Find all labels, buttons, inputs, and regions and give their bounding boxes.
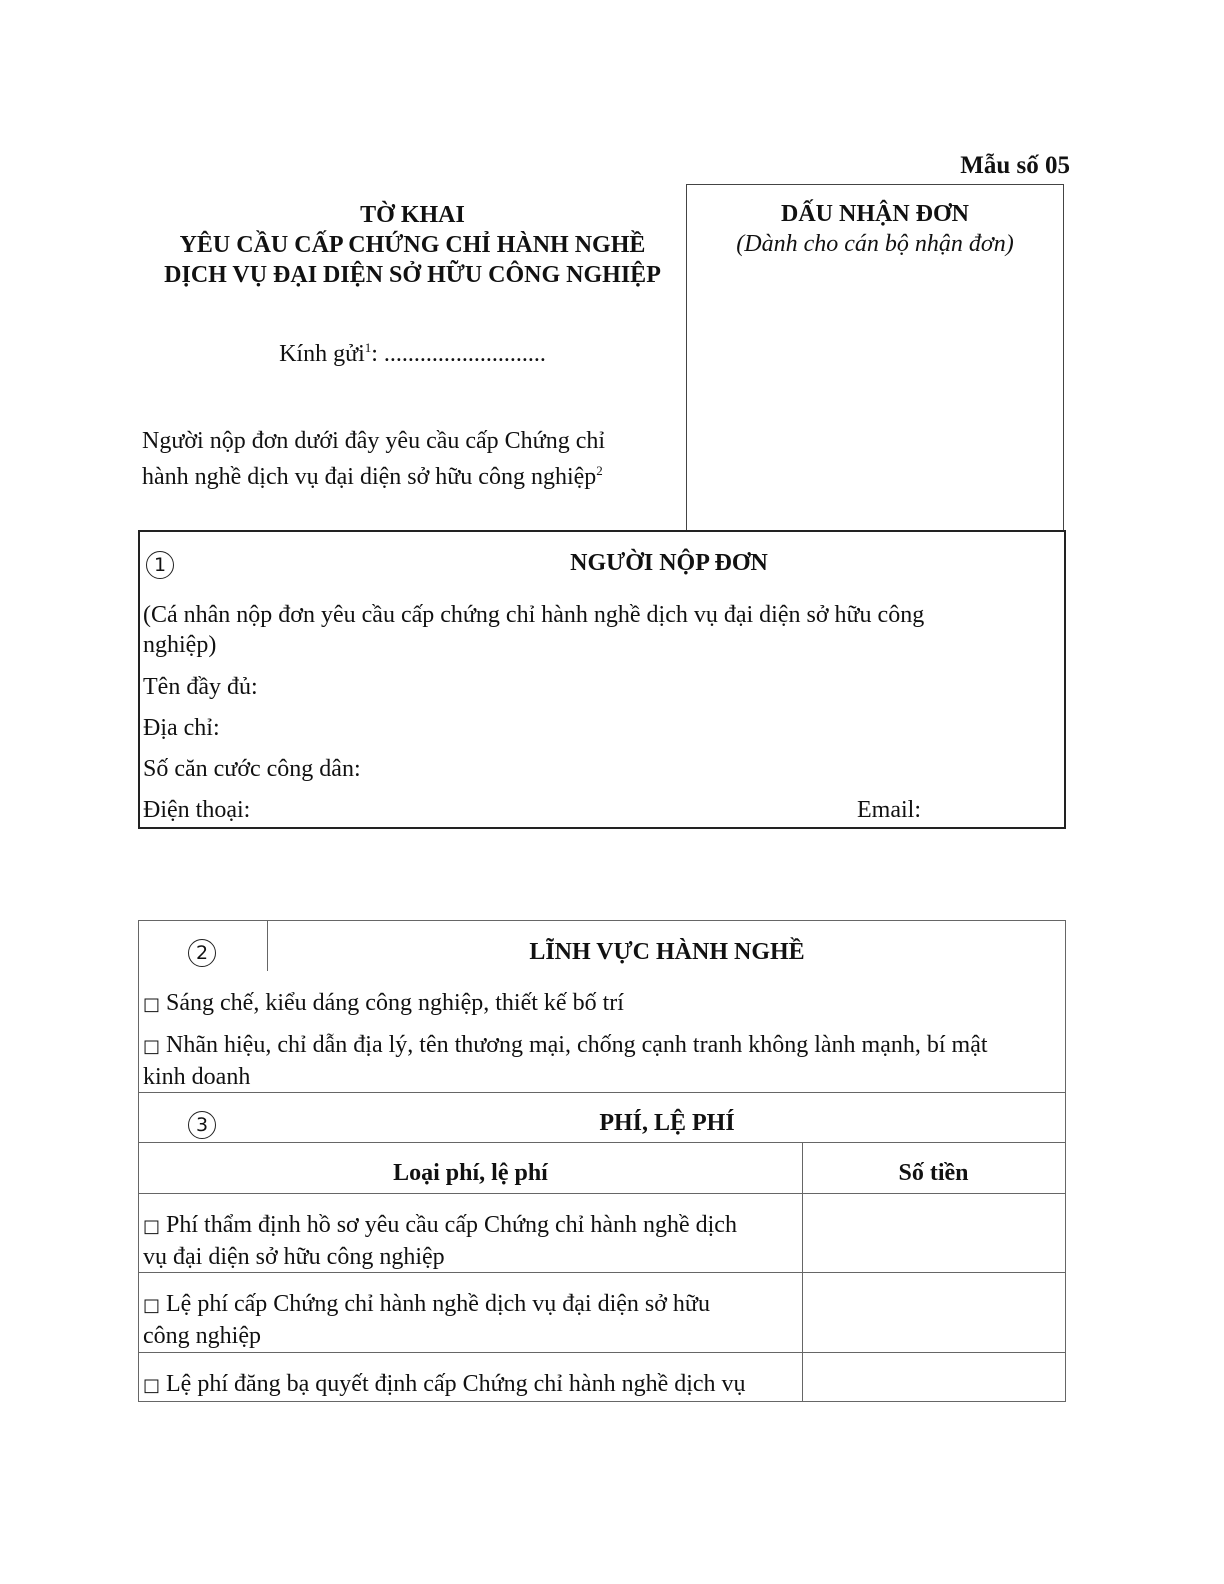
section-1-note: (Cá nhân nộp đơn yêu cầu cấp chứng chỉ hành nghề dịch vụ đại diện sở hữu công nghiệp) <box>143 602 925 658</box>
title-line-3: DỊCH VỤ ĐẠI DIỆN SỞ HỮU CÔNG NGHIỆP <box>164 262 661 288</box>
title-line-1: TỜ KHAI <box>360 202 465 228</box>
section-2-number-badge: 2 <box>188 939 216 967</box>
divider <box>139 1193 1065 1194</box>
stamp-subtitle: (Dành cho cán bộ nhận đơn) <box>736 231 1014 257</box>
section-1-number-badge: 1 <box>146 551 174 579</box>
section-2-title: LĨNH VỰC HÀNH NGHỀ <box>529 939 805 965</box>
intro-line-1: Người nộp đơn dưới đây yêu cầu cấp Chứng chỉ <box>142 428 606 454</box>
footnote-ref-1: 1 <box>364 340 372 355</box>
section-3-number-badge: 3 <box>188 1111 216 1139</box>
section-1-title: NGƯỜI NỘP ĐƠN <box>570 550 768 576</box>
document-title <box>140 200 685 290</box>
applicant-section <box>138 530 1066 829</box>
practice-option-trademarks[interactable]: □ Nhãn hiệu, chỉ dẫn địa lý, tên thương mại, chống cạnh tranh không lành mạnh, bí mật kinh doanh <box>143 1032 988 1090</box>
checkbox-icon[interactable]: □ <box>143 1216 161 1237</box>
footnote-ref-2: 2 <box>596 463 603 478</box>
practice-option-patents[interactable]: □ Sáng chế, kiểu dáng công nghiệp, thiết kế bố trí <box>143 990 624 1016</box>
divider <box>267 921 268 971</box>
stamp-title: DẤU NHẬN ĐƠN <box>781 201 969 227</box>
divider <box>139 1092 1065 1093</box>
section-3-title: PHÍ, LỆ PHÍ <box>599 1110 735 1136</box>
full-name-field[interactable]: Tên đầy đủ: <box>143 674 258 700</box>
checkbox-icon[interactable]: □ <box>143 1036 161 1057</box>
address-field[interactable]: Địa chỉ: <box>143 715 220 741</box>
intro-line-2: hành nghề dịch vụ đại diện sở hữu công nghiệp$^2$ <box>142 463 603 490</box>
form-number: Mẫu số 05 <box>960 152 1070 179</box>
checkbox-icon[interactable]: □ <box>143 1295 161 1316</box>
greeting-label: Kính gửi <box>279 341 365 367</box>
title-line-2: YÊU CẦU CẤP CHỨNG CHỈ HÀNH NGHỀ <box>179 232 646 258</box>
fee-row-issuance[interactable]: □ Lệ phí cấp Chứng chỉ hành nghề dịch vụ đại diện sở hữu công nghiệp <box>143 1291 710 1349</box>
citizen-id-field[interactable]: Số căn cước công dân: <box>143 756 361 782</box>
fee-type-column-header: Loại phí, lệ phí <box>393 1160 548 1186</box>
divider <box>139 1352 1065 1353</box>
fee-row-appraisal[interactable]: □ Phí thẩm định hồ sơ yêu cầu cấp Chứng chỉ hành nghề dịch vụ đại diện sở hữu công nghiệp <box>143 1212 737 1270</box>
intro-text <box>142 426 682 492</box>
email-field[interactable]: Email: <box>857 797 921 823</box>
checkbox-icon[interactable]: □ <box>143 1375 161 1396</box>
greeting <box>140 340 685 368</box>
greeting-dots[interactable]: : ........................... <box>371 341 546 367</box>
divider <box>139 1142 1065 1143</box>
practice-and-fees-section <box>138 920 1066 1402</box>
fee-row-registration[interactable]: □ Lệ phí đăng bạ quyết định cấp Chứng chỉ hành nghề dịch vụ <box>143 1371 746 1397</box>
checkbox-icon[interactable]: □ <box>143 994 161 1015</box>
phone-field[interactable]: Điện thoại: <box>143 797 251 823</box>
divider <box>139 1272 1065 1273</box>
amount-column-header: Số tiền <box>898 1160 969 1186</box>
